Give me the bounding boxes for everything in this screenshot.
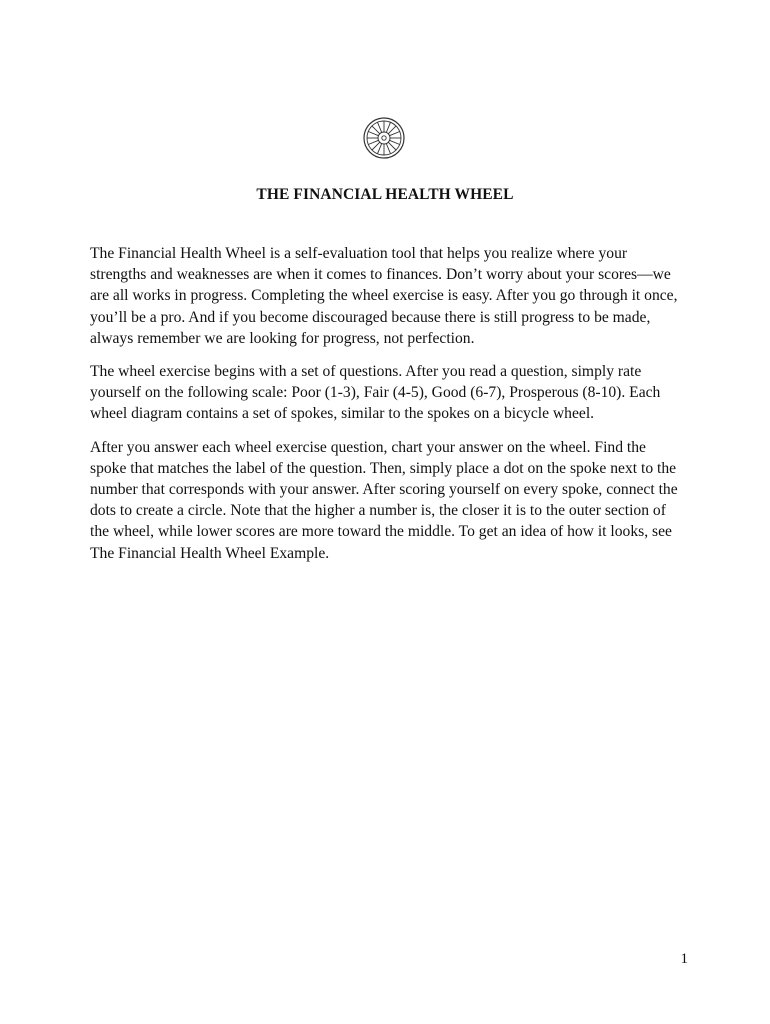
wheel-icon (362, 116, 406, 160)
paragraph-rating-scale: The wheel exercise begins with a set of questions. After you read a question, simply rate yourself on the following scale: Poor (1-3), Fair (4-5), Good (6-7), Prosperous (8-10). Each wheel diagram contains a set of spokes, similar to the spokes on a bicycle wheel. (90, 363, 661, 423)
document-title: THE FINANCIAL HEALTH WHEEL (256, 186, 514, 203)
page-number: 1 (680, 951, 688, 967)
document-body (90, 243, 680, 576)
paragraph-intro: The Financial Health Wheel is a self-evaluation tool that helps you realize where your strengths and weaknesses are when it comes to finances. Don’t worry about your scores—we are all works in progress. Completing the wheel exercise is easy. After you go through it once, you’ll be a pro. And if you become discouraged because there is still progress to be made, always remember we are looking for progress, not perfection. (90, 245, 678, 347)
paragraph-charting-instructions: After you answer each wheel exercise question, chart your answer on the wheel. Find the spoke that matches the label of the question. Then, simply place a dot on the spoke next to the number that corresponds with your answer. After scoring yourself on every spoke, connect the dots to create a circle. Note that the higher a number is, the closer it is to the outer section of the wheel, while lower scores are more toward the middle. To get an idea of how it looks, see The Financial Health Wheel Example. (90, 438, 678, 562)
